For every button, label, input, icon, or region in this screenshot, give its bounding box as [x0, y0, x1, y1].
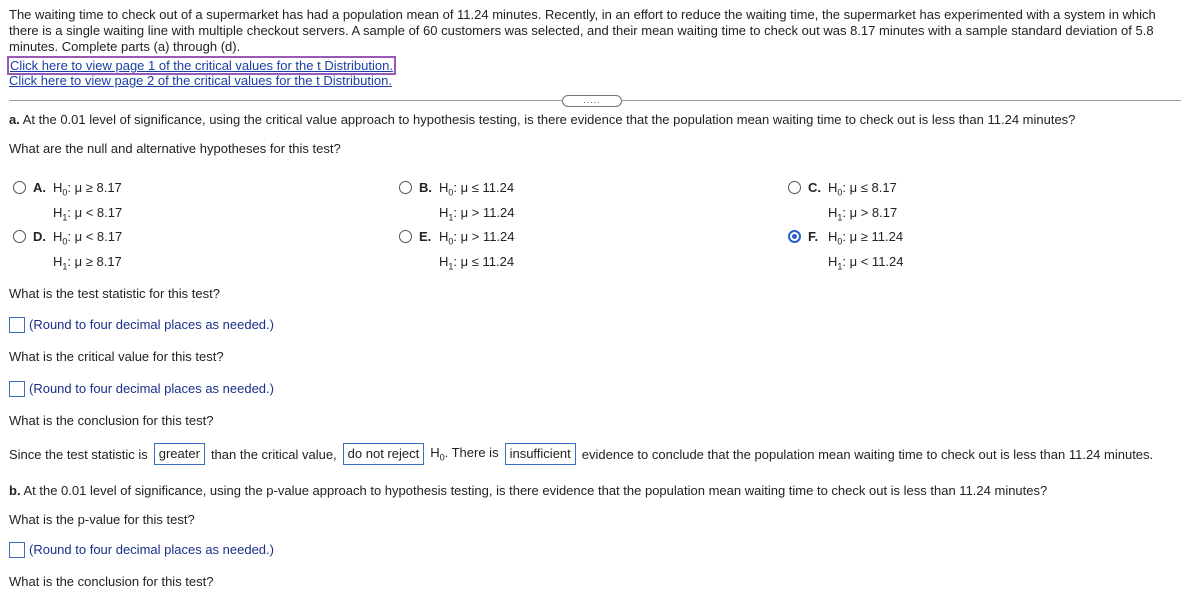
radio-option-d[interactable]	[13, 230, 26, 243]
part-b-conclusion-question: What is the conclusion for this test?	[9, 574, 214, 589]
round-hint: (Round to four decimal places as needed.)	[29, 542, 274, 557]
radio-option-f[interactable]	[788, 230, 801, 243]
critical-value-row	[9, 381, 274, 397]
conclusion-sentence: Since the test statistic is greater than the critical value, do not reject $H_0$. There is insufficient evidence to conclude that the population mean waiting time to check out is less than 11.24 minutes.	[9, 443, 1153, 465]
p-value-input[interactable]	[9, 542, 25, 558]
option-c[interactable]: C. $H_0$: μ ≤ 8.17 $H_1$: μ > 8.17	[788, 178, 897, 227]
test-statistic-input[interactable]	[9, 317, 25, 333]
radio-option-c[interactable]	[788, 181, 801, 194]
p-value-question: What is the p-value for this test?	[9, 512, 195, 527]
round-hint: (Round to four decimal places as needed.)	[29, 381, 274, 396]
problem-statement: The waiting time to check out of a supermarket has had a population mean of 11.24 minutes. Recently, in an effort to reduce the waiting time, the supermarket has experimented with a system in which there is a single waiting line with multiple checkout servers. A sample of 60 customers was selected, and their mean waiting time to check out was 8.17 minutes with a sample standard deviation of 5.8 minutes. Complete parts (a) through (d).	[9, 7, 1156, 54]
p-value-row	[9, 542, 274, 558]
comparison-dropdown[interactable]: greater	[154, 443, 205, 465]
t-table-page2-link[interactable]: Click here to view page 2 of the critical values for the t Distribution.	[9, 73, 392, 88]
test-statistic-row	[9, 317, 274, 333]
option-b[interactable]: B. $H_0$: μ ≤ 11.24 $H_1$: μ > 11.24	[399, 178, 515, 227]
conclusion-question: What is the conclusion for this test?	[9, 413, 214, 428]
radio-option-b[interactable]	[399, 181, 412, 194]
option-a[interactable]: A. $H_0$: μ ≥ 8.17 $H_1$: μ < 8.17	[13, 178, 122, 227]
expand-toggle[interactable]: .....	[562, 95, 622, 107]
radio-option-a[interactable]	[13, 181, 26, 194]
critical-value-question: What is the critical value for this test?	[9, 349, 224, 364]
round-hint: (Round to four decimal places as needed.)	[29, 317, 274, 332]
option-d[interactable]: D. $H_0$: μ < 8.17 $H_1$: μ ≥ 8.17	[13, 227, 122, 276]
critical-value-input[interactable]	[9, 381, 25, 397]
part-a-question: a. At the 0.01 level of significance, using the critical value approach to hypothesis testing, is there evidence that the population mean waiting time to check out is less than 11.24 minutes?	[9, 112, 1076, 127]
t-table-page1-link[interactable]: Click here to view page 1 of the critical values for the t Distribution.	[7, 56, 396, 75]
evidence-dropdown[interactable]: insufficient	[505, 443, 576, 465]
option-e[interactable]: E. $H_0$: μ > 11.24 $H_1$: μ ≤ 11.24	[399, 227, 515, 276]
part-b-question: b. At the 0.01 level of significance, using the p-value approach to hypothesis testing, is there evidence that the population mean waiting time to check out is less than 11.24 minutes?	[9, 483, 1048, 498]
radio-option-e[interactable]	[399, 230, 412, 243]
decision-dropdown[interactable]: do not reject	[343, 443, 425, 465]
hypotheses-question: What are the null and alternative hypotheses for this test?	[9, 141, 341, 156]
test-statistic-question: What is the test statistic for this test?	[9, 286, 220, 301]
option-f[interactable]: F. $H_0$: μ ≥ 11.24 $H_1$: μ < 11.24	[788, 227, 904, 276]
